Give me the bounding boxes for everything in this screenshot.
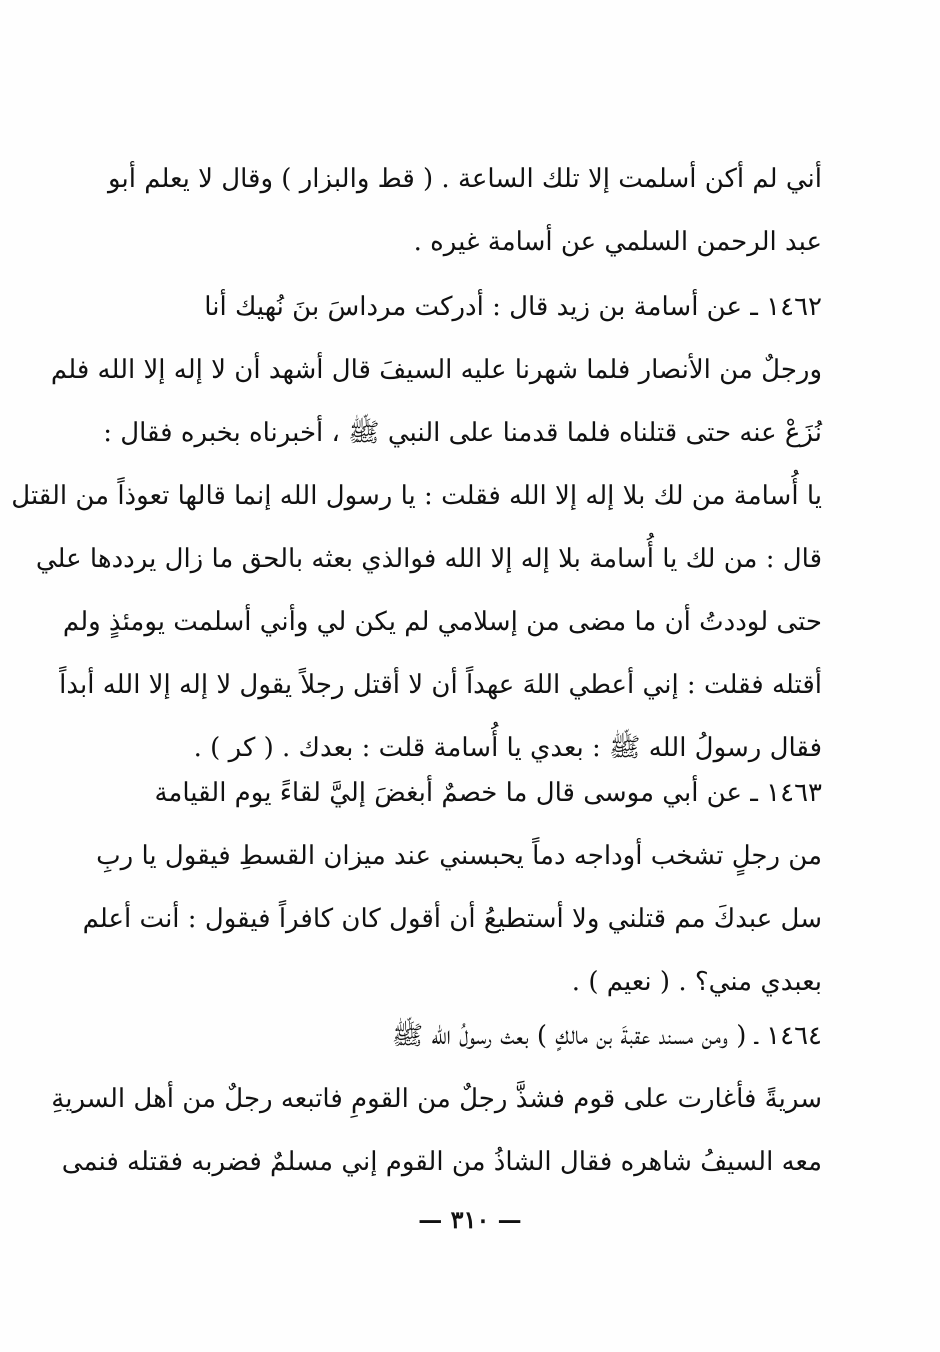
text-line: فقال رسولُ الله ﷺ : بعدي يا أُسامة قلت : بعدك . ( كر ) . (193, 733, 822, 763)
text-line: عبد الرحمن السلمي عن أسامة غيره . (413, 227, 822, 257)
paragraph-continuation (110, 148, 822, 274)
text-line: ١٤٦٤ ـ ( ومن مسند عقبةَ بن مالكٍ ) بعث رسولُ الله ﷺ (391, 1021, 822, 1051)
text-line: سل عبدكَ مم قتلني ولا أستطيعُ أن أقول كان كافراً فيقول : أنت أعلم (82, 904, 822, 934)
hadith-1463 (82, 762, 822, 1014)
text-line: معه السيفُ شاهره فقال الشاذُ من القوم إني مسلمٌ فضربه فقتله فنمى (61, 1147, 822, 1177)
text-line: قال : من لك يا أُسامة بلا إله إلا الله فوالذي بعثه بالحق ما زال يرددها علي (35, 544, 822, 574)
text-line: حتى لوددتُ أن ما مضى من إسلامي لم يكن لي وأني أسلمت يومئذٍ ولم (62, 607, 822, 637)
text-line: ١٤٦٢ ـ عن أسامة بن زيد قال : أدركت مرداسَ بنَ نُهيك أنا (204, 292, 822, 322)
text-line: ورجلٌ من الأنصار فلما شهرنا عليه السيفَ قال أشهد أن لا إله إلا الله فلم (50, 355, 822, 385)
text-line: أني لم أكن أسلمت إلا تلك الساعة . ( قط والبزار ) وقال لا يعلم أبو (108, 164, 822, 194)
page-number: — ٣١٠ — (418, 1205, 522, 1234)
text-line: يا أُسامة من لك بلا إله إلا الله فقلت : يا رسول الله إنما قالها تعوذاً من القتل (11, 481, 822, 511)
text-line: سريةً فأغارت على قوم فشذَّ رجلٌ من القومِ فاتبعه رجلٌ من أهل السريةِ (51, 1084, 822, 1114)
text-line: بعبدي مني؟ . ( نعيم ) . (571, 967, 822, 997)
text-line: ١٤٦٣ ـ عن أبي موسى قال ما خصمٌ أبغضَ إليَّ لقاءً يوم القيامة (154, 778, 822, 808)
text-line: نُزَعْ عنه حتى قتلناه فلما قدمنا على النبي ﷺ ، أخبرناه بخبره فقال : (103, 418, 822, 448)
hadith-1464 (51, 1005, 822, 1194)
hadith-1462 (11, 276, 822, 780)
text-line: من رجلٍ تشخب أوداجه دماً يحبسني عند ميزان القسطِ فيقول يا ربِ (96, 841, 822, 871)
text-line: أقتله فقلت : إني أعطي اللهَ عهداً أن لا أقتل رجلاً يقول لا إله إلا الله أبداً (59, 670, 822, 700)
